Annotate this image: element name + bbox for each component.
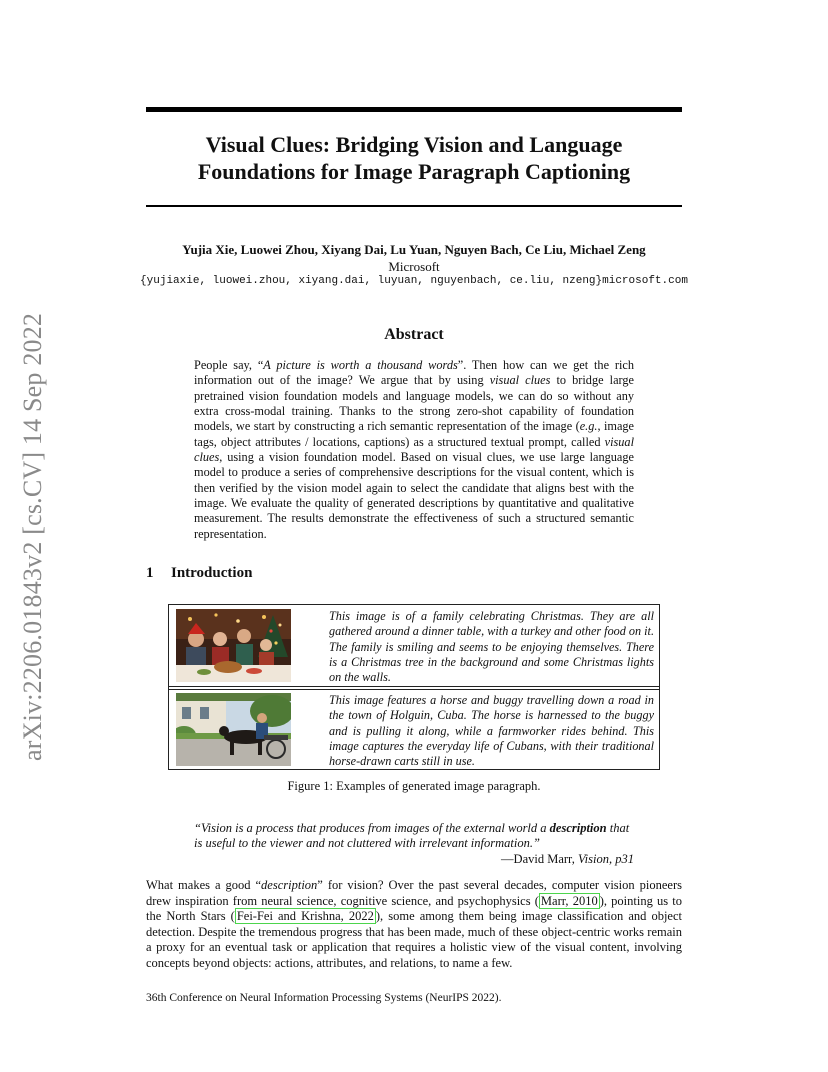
author-list: Yujia Xie, Luowei Zhou, Xiyang Dai, Lu Yuan, Nguyen Bach, Ce Liu, Michael Zeng (182, 242, 646, 257)
title-line-1: Visual Clues: Bridging Vision and Language (205, 132, 623, 157)
christmas-family-photo (176, 609, 291, 682)
figure-label: Figure 1: Examples of generated image paragraph. (287, 779, 541, 793)
figure-1 (168, 604, 660, 770)
epigraph-quote: “Vision is a process that produces from images of the external world a description that is useful to the viewer and not cluttered with irrelevant information.” —David Marr, Vision, p31 (194, 821, 634, 866)
abstract-text: People say, “A picture is worth a thousand words”. Then how can we get the rich information out of the image? We argue that by using visual clues to bridge large pretrained vision foundation models and language models, we can do so without any extra cross-modal training. Thanks to the strong zero-shot capability of foundation models, we start by constructing a rich semantic representation of the image (e.g., image tags, object attributes / locations, captions) as a structured textual prompt, called visual clues, using a vision foundation model. Based on visual clues, we use large language model to produce a series of comprehensive descriptions for the visual content, which is then verified by the vision model again to select the candidate that aligns best with the image. We evaluate the quality of generated descriptions by quantitative and qualitative measurement. The results demonstrate the effectiveness of such a structured semantic representation. (194, 358, 635, 541)
figure-caption-2: This image features a horse and buggy travelling down a road in the town of Holguin, Cuba. The horse is harnessed to the buggy and is pulling it along, while a farmworker rides behind. This image captures the everyday life of Cubans, with their traditional horse-drawn carts still in use. (329, 693, 654, 769)
figure-divider (169, 686, 659, 690)
section-number: 1 (146, 565, 154, 581)
intro-paragraph: What makes a good “description” for vision? Over the past several decades, computer vision pioneers drew inspiration from neural science, cognitive science, and psychophysics ( Marr, 2010 ), pointing us to the North Stars ( Fei-Fei and Krishna, 2022 ), some among them being image classification and object detection. Despite the tremendous progress that has been made, much of these object-centric works remain a proxy for an eventual task or application that requires a holistic view of the visual content, involving concepts beyond objects: actions, attributes, and relations, to name a few. (146, 878, 682, 970)
citation-link-marr[interactable]: Marr, 2010 (540, 893, 598, 908)
figure-caption-1: This image is of a family celebrating Christmas. They are all gathered around a dinner table, with a turkey and other food on it. The family is smiling and seems to be enjoying themselves. There is a Christmas tree in the background and some Christmas lights on the walls. (329, 609, 654, 685)
affiliation: Microsoft (388, 259, 440, 274)
section-heading-introduction (146, 565, 252, 582)
title-rule-bottom (146, 205, 682, 207)
title-line-2: Foundations for Image Paragraph Captioning (197, 159, 631, 184)
paper-title (146, 131, 682, 185)
horse-buggy-photo (176, 693, 291, 766)
title-rule-top (146, 107, 682, 112)
arxiv-stamp: arXiv:2206.01843v2 [cs.CV] 14 Sep 2022 (18, 312, 47, 761)
quote-emphasis: description (549, 821, 607, 835)
section-title: Introduction (171, 565, 253, 581)
citation-link-fei-fei[interactable]: Fei-Fei and Krishna, 2022 (236, 909, 374, 924)
quote-attribution: —David Marr, Vision, p31 (501, 851, 634, 866)
author-emails: {yujiaxie, luowei.zhou, xiyang.dai, luyuan, nguyenbach, ce.liu, nzeng}microsoft.com (140, 275, 688, 287)
conference-footer: 36th Conference on Neural Information Processing Systems (NeurIPS 2022). (146, 992, 502, 1004)
abstract-heading: Abstract (384, 326, 444, 343)
